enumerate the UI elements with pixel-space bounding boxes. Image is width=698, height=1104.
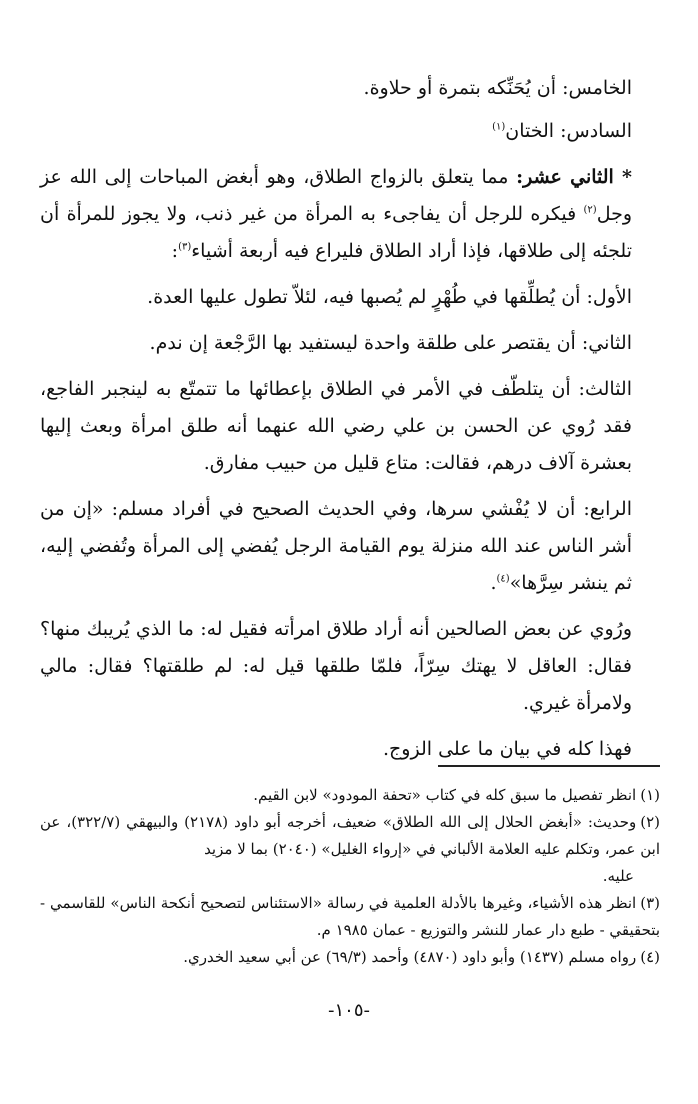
footnote-ref-4[interactable]: (٤) — [496, 573, 510, 585]
footnote-number: (١) — [640, 786, 660, 804]
footnote-number: (٢) — [640, 813, 660, 831]
section-heading: * الثاني عشر: — [516, 166, 632, 188]
footnotes — [40, 782, 660, 971]
footnote-4 — [40, 944, 660, 971]
footnote-divider — [438, 765, 660, 767]
footnote-number: (٤) — [640, 948, 660, 966]
footnote-2 — [40, 809, 660, 863]
paragraph-twelfth-text-a: مما يتعلق بالزواج الطلاق، وهو أبغض المباحات إلى الله عز وجل — [40, 166, 632, 225]
paragraph-fourth-rule-end: . — [490, 572, 497, 594]
footnote-ref-1[interactable]: (١) — [492, 121, 506, 133]
paragraph-conclusion — [40, 731, 660, 768]
paragraph-twelfth-text-b: فيكره للرجل أن يفاجىء به المرأة من غير ذنب، ولا يجوز للمرأة أن تلجئه إلى طلاقها، فإذا أراد الطلاق فليراع فيه أربعة أشياء — [40, 203, 632, 262]
paragraph-first-rule — [40, 279, 660, 316]
paragraph-second-rule-text: الثاني: أن يقتصر على طلقة واحدة ليستفيد بها الرَّجْعة إن ندم. — [149, 332, 632, 354]
main-text — [40, 70, 660, 777]
paragraph-anecdote-text: ورُوي عن بعض الصالحين أنه أراد طلاق امرأته فقيل له: ما الذي يُريبك منها؟ فقال: العاقل لا يهتك سِرّاً، فلمّا طلقها قيل له: لم طلقتها؟ فقال: مالي ولامرأة غيري. — [40, 618, 632, 714]
footnote-2-continuation — [40, 863, 660, 890]
footnote-text: انظر هذه الأشياء، وغيرها بالأدلة العلمية في رسالة «الاستئناس لتصحيح أنكحة الناس» للقاسمي - بتحقيقي - طبع دار عمار للنشر والتوزيع - عمان ١٩٨٥ م. — [40, 894, 660, 939]
footnote-text: انظر تفصيل ما سبق كله في كتاب «تحفة المودود» لابن القيم. — [253, 786, 637, 804]
footnote-text: وحديث: «أبغض الحلال إلى الله الطلاق» ضعيف، أخرجه أبو داود (٢١٧٨) والبيهقي (٣٢٢/٧)، عن ابن عمر، وتكلم عليه العلامة الألباني في «إرواء الغليل» (٢٠٤٠) بما لا مزيد — [40, 813, 660, 858]
paragraph-sixth — [40, 113, 660, 150]
paragraph-fifth — [40, 70, 660, 107]
footnote-1 — [40, 782, 660, 809]
paragraph-third-rule — [40, 371, 660, 482]
paragraph-fifth-text: الخامس: أن يُحَنِّكه بتمرة أو حلاوة. — [363, 77, 632, 99]
footnote-ref-3[interactable]: (٣) — [178, 241, 192, 253]
paragraph-fourth-rule — [40, 491, 660, 602]
page-number: -١٠٥- — [327, 1000, 370, 1021]
footnote-text: رواه مسلم (١٤٣٧) وأبو داود (٤٨٧٠) وأحمد (٦٩/٣) عن أبي سعيد الخدري. — [183, 948, 637, 966]
paragraph-anecdote — [40, 611, 660, 722]
paragraph-conclusion-text: فهذا كله في بيان ما على الزوج. — [383, 738, 632, 760]
footnote-text-continuation: عليه. — [602, 867, 634, 885]
paragraph-twelfth — [40, 159, 660, 270]
paragraph-second-rule — [40, 325, 660, 362]
footnote-number: (٣) — [640, 894, 660, 912]
paragraph-fourth-rule-text: الرابع: أن لا يُفْشي سرها، وفي الحديث الصحيح في أفراد مسلم: «إن من أشر الناس عند الله منزلة يوم القيامة الرجل يُفضي إلى المرأة وتُفضي إليه، ثم ينشر سِرَّها» — [40, 498, 632, 594]
footnote-ref-2[interactable]: (٢) — [583, 204, 597, 216]
paragraph-twelfth-end: : — [171, 240, 179, 262]
footnote-3 — [40, 890, 660, 944]
paragraph-third-rule-text: الثالث: أن يتلطّف في الأمر في الطلاق بإعطائها ما تتمتّع به لينجبر الفاجع، فقد رُوي عن الحسن بن علي رضي الله عنهما أنه طلق امرأة وبعث إليها بعشرة آلاف درهم، فقالت: متاع قليل من حبيب مفارق. — [40, 378, 632, 474]
paragraph-sixth-text: السادس: الختان — [505, 120, 632, 142]
paragraph-first-rule-text: الأول: أن يُطلِّقها في طُهْرٍ لم يُصبها فيه، لئلاّ تطول عليها العدة. — [147, 286, 632, 308]
